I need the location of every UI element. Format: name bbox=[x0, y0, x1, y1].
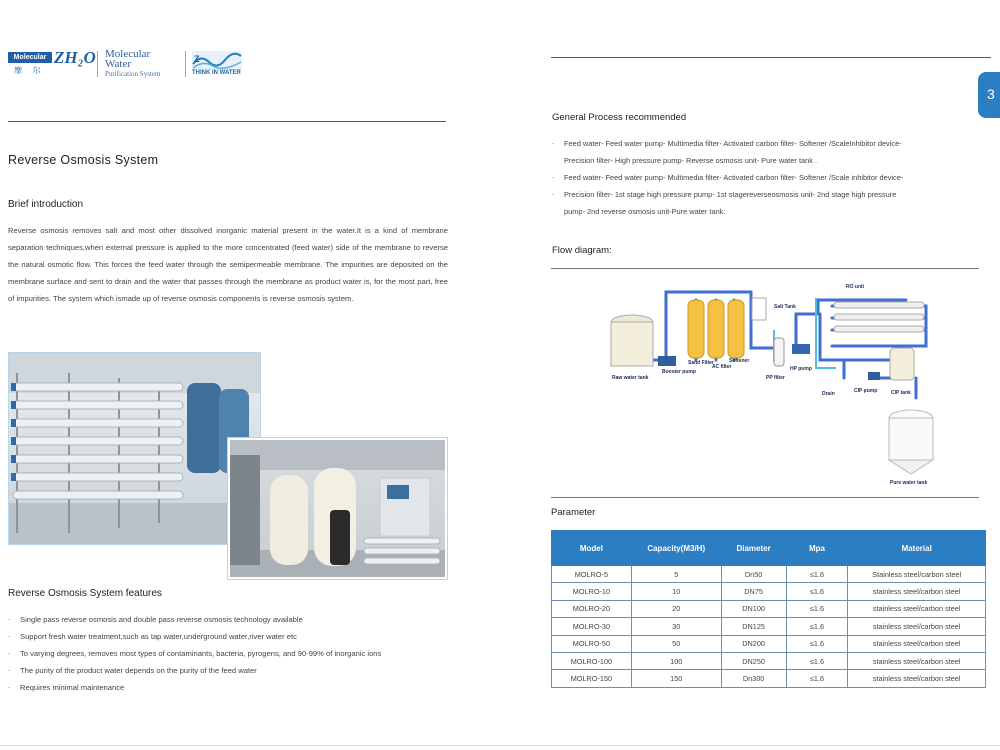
process-heading: General Process recommended bbox=[552, 112, 687, 123]
svg-text:Z: Z bbox=[194, 54, 200, 64]
flow-label: Softener bbox=[729, 358, 750, 364]
flow-label: Pure water tank bbox=[890, 480, 928, 486]
list-item: . The purity of the product water depends on the purity of the feed water bbox=[8, 662, 468, 679]
list-item: . To varying degrees, removes most types of contaminants, bacteria, pyrogens, and 90-99% of inorganic ions bbox=[8, 645, 468, 662]
partner-name: THINK IN WATER bbox=[192, 70, 241, 76]
table-header-row bbox=[552, 531, 986, 566]
list-item: . Support fresh water treatment,such as tap water,underground water,river water etc bbox=[8, 628, 468, 645]
flow-label: Booster pump bbox=[662, 369, 696, 375]
flow-label: HP pump bbox=[790, 366, 812, 372]
page-number-tab: 3 bbox=[978, 72, 1000, 118]
flow-label: Sand Filter bbox=[688, 360, 714, 366]
table-row: MOLRO-150 150 Dn300 ≤1.6 stainless steel/carbon steel bbox=[552, 670, 986, 687]
table-row: MOLRO-5 5 Dn50 ≤1.6 Stainless steel/carbon steel bbox=[552, 566, 986, 583]
table-row: MOLRO-20 20 DN100 ≤1.6 stainless steel/carbon steel bbox=[552, 600, 986, 617]
intro-paragraph: Reverse osmosis removes salt and most other dissolved inorganic material present in the water.It is a kind of membrane separation techniques,when external pressure is applied to the more concentrated (feed water) side of the membrane to reverse the natural osmotic flow. This forces the feed water through the semipermeable membrane. The impurities are deposited on the membrane surface and sent to drain and the water that passes through the membrane as product water is, for the most part, free of impurities. The system which ismade up of reverse osmosis components is reverse osmosis system. bbox=[8, 226, 448, 304]
brand-logo bbox=[8, 48, 248, 82]
page-title: Reverse Osmosis System bbox=[8, 153, 159, 167]
right-header-rule bbox=[551, 57, 991, 58]
table-row: MOLRO-30 30 DN125 ≤1.6 stainless steel/carbon steel bbox=[552, 618, 986, 635]
list-item: . Single pass reverse osmosis and double pass reverse osmosis technology available bbox=[8, 611, 468, 628]
filter-tanks-photo bbox=[228, 438, 447, 579]
list-item: . Precision filter- 1st stage high pressure pump- 1st stagereverseosmosis unit- 2nd stage high pressure pump- 2nd reverse osmosis unit-Pure water tank. bbox=[552, 186, 992, 220]
brand-zh2o-wordmark: ZH₂O bbox=[54, 48, 96, 67]
flow-label: AC filter bbox=[712, 364, 732, 370]
logo-divider bbox=[185, 51, 186, 77]
footer-rule bbox=[0, 745, 1000, 746]
column-header: Diameter bbox=[721, 531, 786, 566]
flow-label: CIP pump bbox=[854, 388, 878, 394]
flow-diagram bbox=[606, 278, 940, 490]
flow-label: Salt Tank bbox=[774, 304, 796, 310]
list-item: . Feed water- Feed water pump- Multimedia filter- Activated carbon filter- Softener /ScaleInhibitor device- Precision filter- High pressure pump- Reverse osmosis unit- Pure water tank . bbox=[552, 135, 992, 169]
parameter-table bbox=[551, 530, 986, 688]
table-row: MOLRO-50 50 DN200 ≤1.6 stainless steel/carbon steel bbox=[552, 635, 986, 652]
flow-label: CIP tank bbox=[891, 390, 911, 396]
parameter-heading: Parameter bbox=[551, 507, 596, 518]
left-header-rule bbox=[8, 121, 446, 122]
brand-name: Molecular Water Purification System bbox=[105, 48, 161, 78]
column-header: Mpa bbox=[786, 531, 848, 566]
brand-badge: Molecular bbox=[8, 52, 52, 63]
flow-heading: Flow diagram: bbox=[552, 245, 612, 256]
flow-label: RO unit bbox=[846, 284, 865, 290]
column-header: Model bbox=[552, 531, 632, 566]
logo-divider bbox=[97, 51, 98, 77]
features-list bbox=[8, 611, 468, 696]
column-header: Capacity(M3/H) bbox=[631, 531, 721, 566]
intro-heading: Brief introduction bbox=[8, 199, 84, 210]
process-list bbox=[552, 135, 992, 220]
list-item: . Feed water- Feed water pump- Multimedia filter- Activated carbon filter- Softener /Scale inhibitor device- bbox=[552, 169, 992, 186]
flow-label: Drain bbox=[822, 391, 835, 397]
flow-rule bbox=[551, 268, 979, 269]
ro-plant-photo bbox=[8, 352, 261, 545]
table-row: MOLRO-100 100 DN250 ≤1.6 stainless steel/carbon steel bbox=[552, 652, 986, 669]
brand-chinese-name: 摩 尔 bbox=[14, 66, 45, 75]
list-item: . Requires minimal maintenance bbox=[8, 679, 468, 696]
param-rule bbox=[551, 497, 979, 498]
column-header: Material bbox=[848, 531, 986, 566]
flow-label: PP filter bbox=[766, 375, 785, 381]
flow-label: Raw water tank bbox=[612, 375, 649, 381]
table-row: MOLRO-10 10 DN75 ≤1.6 stainless steel/carbon steel bbox=[552, 583, 986, 600]
features-heading: Reverse Osmosis System features bbox=[8, 588, 162, 599]
